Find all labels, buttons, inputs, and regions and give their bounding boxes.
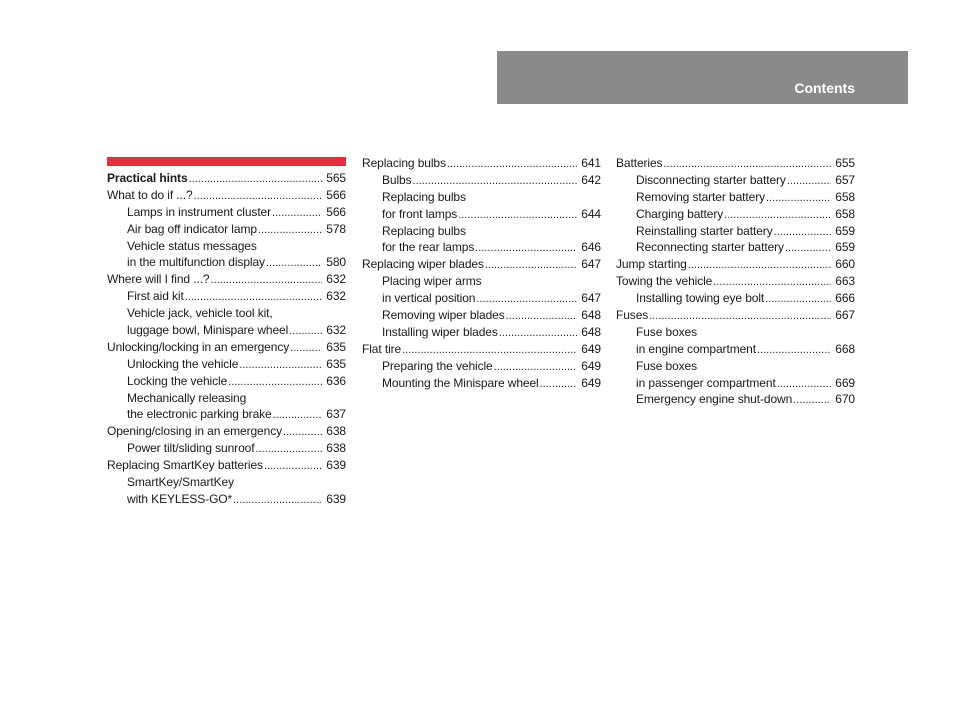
toc-entry-page-number: 648 (581, 308, 601, 323)
toc-entry-label: the electronic parking brake (127, 407, 272, 422)
dot-leader (258, 222, 322, 239)
toc-entry-page-number: 635 (326, 356, 346, 371)
toc-entry[interactable] (616, 172, 855, 189)
toc-entry-label: Lamps in instrument cluster (127, 204, 272, 219)
dot-leader (765, 291, 831, 308)
toc-entry[interactable] (616, 206, 855, 223)
toc-entry-label: Replacing bulbs (382, 189, 466, 204)
toc-entry-label: Flat tire (362, 341, 402, 356)
toc-entry-page-number: 580 (326, 255, 346, 270)
dot-leader (185, 289, 322, 306)
toc-entry-label: Placing wiper arms (382, 274, 482, 289)
dot-leader (272, 205, 322, 222)
toc-entry[interactable] (107, 440, 346, 457)
toc-entry (616, 358, 855, 375)
toc-entry-label: Charging battery (636, 206, 724, 221)
toc-entry[interactable] (616, 375, 855, 392)
dot-leader (475, 240, 577, 257)
toc-entry-label: Replacing wiper blades (362, 257, 484, 272)
toc-entry-label: for the rear lamps (382, 240, 475, 255)
dot-leader (273, 407, 322, 424)
toc-entry[interactable] (107, 457, 346, 474)
toc-entry-label: Opening/closing in an emergency (107, 424, 283, 439)
dot-leader (447, 156, 577, 173)
toc-entry-page-number: 657 (835, 172, 855, 187)
toc-entry[interactable] (616, 189, 855, 206)
toc-entry[interactable] (616, 307, 855, 324)
toc-entry-label: with KEYLESS-GO* (127, 491, 233, 506)
toc-entry[interactable] (107, 204, 346, 221)
toc-entry-page-number: 647 (581, 257, 601, 272)
toc-entry-page-number: 649 (581, 341, 601, 356)
toc-entry-page-number: 659 (835, 240, 855, 255)
toc-entry-page-number: 642 (581, 172, 601, 187)
toc-entry[interactable] (107, 187, 346, 204)
dot-leader (458, 207, 577, 224)
dot-leader (757, 342, 831, 359)
dot-leader (494, 359, 577, 376)
dot-leader (290, 340, 322, 357)
toc-entry (362, 273, 601, 290)
toc-entry-page-number: 632 (326, 272, 346, 287)
toc-entry-page-number: 638 (326, 424, 346, 439)
dot-leader (189, 171, 322, 188)
dot-leader (289, 323, 322, 340)
toc-entry-page-number: 637 (326, 407, 346, 422)
dot-leader (774, 224, 831, 241)
toc-entry-page-number: 663 (835, 274, 855, 289)
toc-entry-label: What to do if ...? (107, 187, 193, 202)
header-bar (497, 51, 908, 104)
toc-entry[interactable] (107, 271, 346, 288)
toc-entry-label: Practical hints (107, 171, 188, 185)
toc-entry[interactable] (362, 341, 601, 358)
toc-entry-label: Towing the vehicle (616, 274, 713, 289)
toc-entry-label: Fuses (616, 308, 649, 323)
toc-entry-label: Unlocking/locking in an emergency (107, 339, 290, 354)
toc-entry[interactable] (107, 423, 346, 440)
toc-entry[interactable] (616, 223, 855, 240)
dot-leader (713, 274, 831, 291)
toc-entry-page-number: 639 (326, 491, 346, 506)
toc-entry-label: Bulbs (382, 172, 412, 187)
dot-leader (485, 257, 577, 274)
toc-entry-page-number: 644 (581, 206, 601, 221)
section-accent-bar (107, 157, 346, 166)
toc-entry-page-number: 670 (835, 392, 855, 407)
dot-leader (540, 376, 577, 393)
toc-entry-label: for front lamps (382, 206, 458, 221)
toc-entry-label: Replacing bulbs (382, 223, 466, 238)
dot-leader (787, 173, 831, 190)
toc-entry-page-number: 632 (326, 323, 346, 338)
dot-leader (255, 441, 322, 458)
toc-entry-label: Emergency engine shut-down (636, 392, 793, 407)
toc-entry[interactable] (616, 273, 855, 290)
toc-entry (362, 223, 601, 240)
toc-entry-page-number: 669 (835, 375, 855, 390)
dot-leader (793, 392, 831, 409)
dot-leader (228, 374, 322, 391)
toc-entry-page-number: 646 (581, 240, 601, 255)
toc-entry-page-number: 648 (581, 324, 601, 339)
toc-entry-label: Removing starter battery (636, 189, 765, 204)
toc-entry[interactable] (107, 254, 346, 271)
toc-entry-page-number: 668 (835, 341, 855, 356)
toc-entry-label: in vertical position (382, 291, 476, 306)
toc-entry-label: Mounting the Minispare wheel (382, 375, 539, 390)
toc-entry-label: Vehicle status messages (127, 238, 257, 253)
toc-entry[interactable] (616, 239, 855, 256)
toc-entry (107, 238, 346, 255)
toc-entry-label: Replacing bulbs (362, 156, 446, 170)
toc-entry[interactable] (616, 341, 855, 358)
dot-leader (476, 291, 577, 308)
toc-entry-page-number: 649 (581, 375, 601, 390)
dot-leader (649, 308, 831, 325)
toc-entry-page-number: 658 (835, 189, 855, 204)
toc-entry-page-number: 660 (835, 257, 855, 272)
toc-entry-page-number: 647 (581, 291, 601, 306)
toc-entry[interactable] (107, 373, 346, 390)
dot-leader (233, 492, 322, 509)
toc-entry-page-number: 565 (326, 171, 346, 185)
dot-leader (264, 458, 322, 475)
toc-entry-label: in engine compartment (636, 341, 756, 356)
toc-entry-label: Mechanically releasing (127, 390, 247, 405)
dot-leader (402, 342, 577, 359)
toc-entry-page-number: 641 (581, 156, 601, 170)
toc-entry-label: in passenger compartment (636, 375, 776, 390)
toc-entry-label: Vehicle jack, vehicle tool kit, (127, 306, 273, 321)
toc-entry-page-number: 659 (835, 223, 855, 238)
toc-entry-label: Installing towing eye bolt (636, 291, 765, 306)
dot-leader (766, 190, 831, 207)
toc-entry-page-number: 632 (326, 289, 346, 304)
toc-entry-page-number: 666 (835, 291, 855, 306)
dot-leader (777, 376, 831, 393)
toc-entry[interactable] (616, 256, 855, 273)
toc-entry[interactable] (107, 288, 346, 305)
toc-entry-page-number: 655 (835, 156, 855, 170)
toc-column-1 (107, 170, 346, 508)
toc-entry (362, 189, 601, 206)
toc-entry-page-number: 658 (835, 206, 855, 221)
dot-leader (266, 255, 322, 272)
toc-entry-label: Preparing the vehicle (382, 358, 493, 373)
toc-entry-page-number: 639 (326, 458, 346, 473)
toc-entry[interactable] (107, 406, 346, 423)
toc-entry (107, 390, 346, 407)
toc-entry-page-number: 638 (326, 441, 346, 456)
toc-entry[interactable] (362, 239, 601, 256)
dot-leader (663, 156, 831, 173)
toc-column-3 (616, 155, 855, 408)
toc-entry-label: Unlocking the vehicle (127, 356, 239, 371)
dot-leader (724, 207, 831, 224)
toc-entry-page-number: 566 (326, 187, 346, 202)
toc-entry[interactable] (362, 375, 601, 392)
toc-entry[interactable] (362, 324, 601, 341)
toc-entry-label: First aid kit (127, 289, 184, 304)
dot-leader (688, 257, 831, 274)
toc-entry[interactable] (616, 155, 855, 172)
toc-entry-label: Where will I find ...? (107, 272, 210, 287)
dot-leader (413, 173, 577, 190)
toc-entry[interactable] (107, 170, 346, 187)
toc-entry-page-number: 635 (326, 339, 346, 354)
dot-leader (239, 357, 322, 374)
toc-entry[interactable] (107, 322, 346, 339)
toc-entry (107, 474, 346, 491)
toc-entry[interactable] (107, 339, 346, 356)
toc-entry-page-number: 578 (326, 221, 346, 236)
toc-entry-label: Disconnecting starter battery (636, 172, 786, 187)
dot-leader (785, 240, 831, 257)
toc-entry[interactable] (362, 307, 601, 324)
toc-entry[interactable] (362, 256, 601, 273)
toc-entry-page-number: 636 (326, 373, 346, 388)
toc-entry-label: Fuse boxes (636, 324, 698, 339)
toc-entry-label: Air bag off indicator lamp (127, 221, 257, 236)
toc-entry-label: luggage bowl, Minispare wheel (127, 323, 289, 338)
dot-leader (211, 272, 322, 289)
toc-entry-label: Reinstalling starter battery (636, 223, 773, 238)
toc-column-2 (362, 155, 601, 391)
toc-entry-label: Jump starting (616, 257, 687, 272)
dot-leader (506, 308, 577, 325)
toc-entry (107, 305, 346, 322)
dot-leader (499, 325, 577, 342)
page-title: Contents (794, 80, 855, 96)
toc-entry-label: Batteries (616, 156, 663, 170)
toc-entry[interactable] (362, 172, 601, 189)
toc-entry[interactable] (107, 356, 346, 373)
toc-entry (616, 324, 855, 341)
toc-entry-label: Fuse boxes (636, 358, 698, 373)
toc-entry-label: in the multifunction display (127, 255, 265, 270)
toc-entry-page-number: 566 (326, 204, 346, 219)
toc-entry-label: Power tilt/sliding sunroof (127, 441, 255, 456)
toc-entry-label: Locking the vehicle (127, 373, 228, 388)
toc-entry[interactable] (107, 491, 346, 508)
dot-leader (283, 424, 322, 441)
toc-entry-label: Removing wiper blades (382, 308, 505, 323)
toc-entry-page-number: 667 (835, 308, 855, 323)
toc-entry-label: Replacing SmartKey batteries (107, 458, 263, 473)
toc-entry[interactable] (616, 290, 855, 307)
toc-entry-page-number: 649 (581, 358, 601, 373)
toc-entry[interactable] (107, 221, 346, 238)
toc-entry[interactable] (362, 206, 601, 223)
dot-leader (194, 188, 322, 205)
toc-entry-label: SmartKey/SmartKey (127, 475, 234, 490)
toc-entry[interactable] (616, 391, 855, 408)
toc-entry[interactable] (362, 290, 601, 307)
toc-entry-label: Reconnecting starter battery (636, 240, 784, 255)
toc-entry[interactable] (362, 358, 601, 375)
toc-entry[interactable] (362, 155, 601, 172)
toc-entry-label: Installing wiper blades (382, 324, 498, 339)
